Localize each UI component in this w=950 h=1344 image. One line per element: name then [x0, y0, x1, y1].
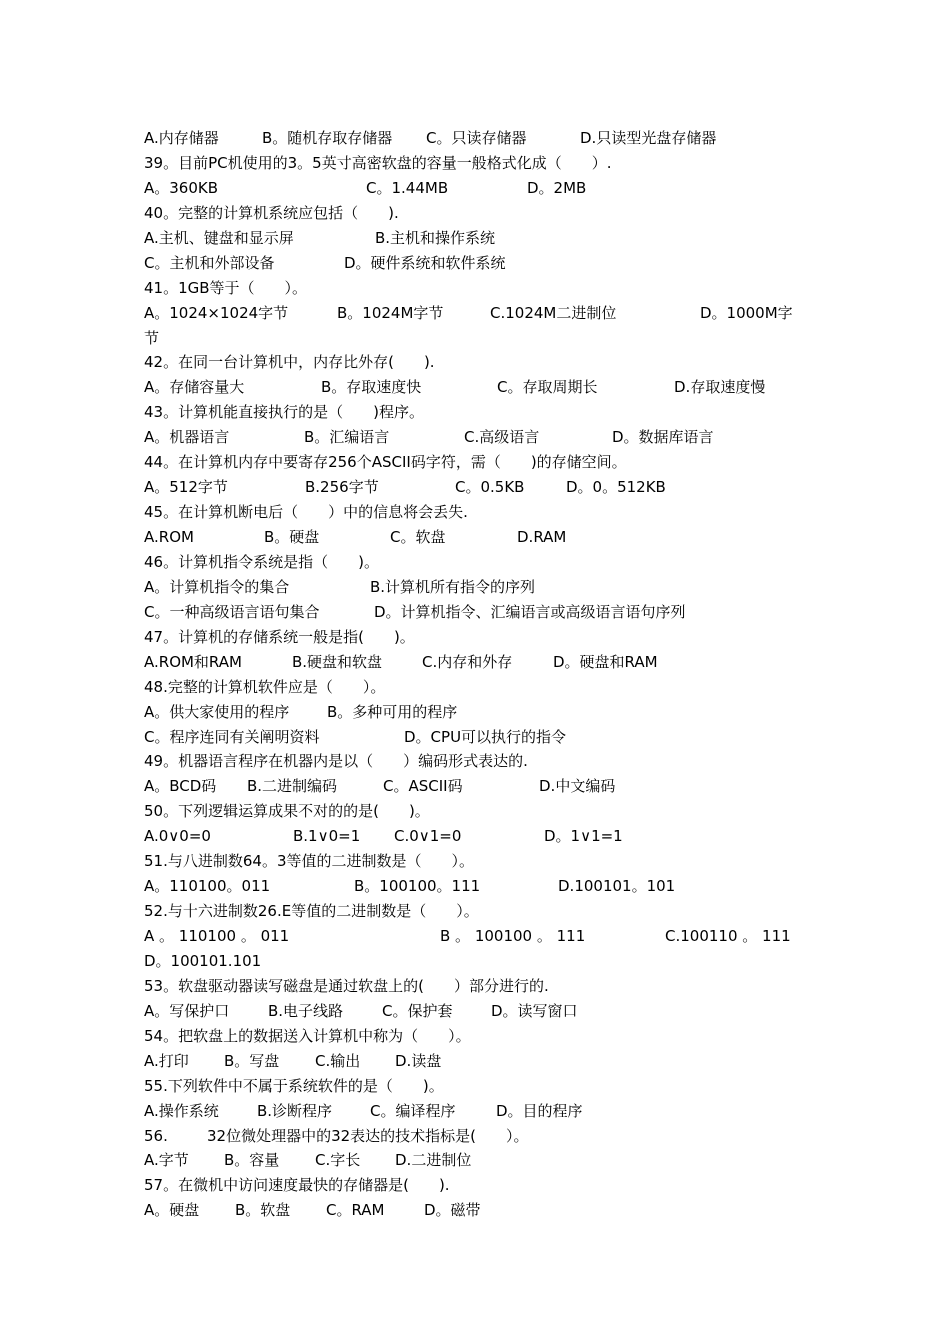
line-segment: D.中文编码	[539, 777, 616, 796]
text-line	[144, 749, 824, 774]
text-line	[144, 1198, 824, 1223]
line-segment: A。1024×1024字节	[144, 303, 289, 322]
line-text: D。100101.101	[144, 951, 262, 970]
text-line	[144, 899, 824, 924]
line-text: 57。在微机中访问速度最快的存储器是( ).	[144, 1176, 450, 1195]
line-segment: A。存储容量大	[144, 378, 245, 397]
line-segment: C。ASCII码	[383, 777, 463, 796]
line-segment: C.100110 。 111	[665, 927, 791, 945]
text-line	[144, 924, 824, 949]
text-line	[144, 1049, 824, 1074]
line-segment: A 。 110100 。 011	[144, 927, 290, 945]
text-line	[144, 550, 824, 575]
line-segment: B.诊断程序	[257, 1101, 333, 1120]
line-segment: A。512字节	[144, 478, 228, 497]
line-segment: B。多种可用的程序	[327, 702, 458, 721]
text-line	[144, 500, 824, 525]
text-line	[144, 201, 824, 226]
line-segment: C。只读存储器	[426, 129, 527, 147]
line-segment: A。BCD码	[144, 777, 217, 796]
line-text: 52.与十六进制数26.E等值的二进制数是（ ）。	[144, 902, 479, 921]
line-segment: D.只读型光盘存储器	[580, 129, 717, 147]
text-line	[144, 625, 824, 650]
text-line	[144, 350, 824, 375]
line-segment: D。读写窗口	[491, 1001, 578, 1020]
line-segment: D.RAM	[517, 528, 567, 546]
text-line	[144, 276, 824, 301]
text-line	[144, 1148, 824, 1173]
line-segment: D.读盘	[395, 1051, 442, 1070]
text-line	[144, 774, 824, 799]
line-segment: B.硬盘和软盘	[292, 652, 383, 671]
line-segment: B。1024M字节	[337, 303, 444, 322]
line-segment: A。供大家使用的程序	[144, 702, 290, 721]
line-text: 49。机器语言程序在机器内是以（ ）编码形式表达的.	[144, 752, 528, 771]
text-line	[144, 1173, 824, 1198]
line-segment: A。写保护口	[144, 1001, 230, 1020]
text-line	[144, 375, 824, 400]
line-segment: A.操作系统	[144, 1101, 219, 1120]
line-segment: A.主机、键盘和显示屏	[144, 228, 294, 247]
line-segment: A.ROM	[144, 528, 194, 546]
line-segment: C。软盘	[390, 528, 446, 546]
line-segment: D.二进制位	[395, 1151, 472, 1170]
line-segment: B。硬盘	[264, 528, 320, 546]
text-line	[144, 400, 824, 425]
text-line	[144, 525, 824, 550]
text-line	[144, 475, 824, 500]
line-segment: C.高级语言	[464, 428, 540, 447]
line-text: 47。计算机的存储系统一般是指( )。	[144, 627, 415, 646]
line-segment: C。一种高级语言语句集合	[144, 602, 320, 621]
line-segment: A.字节	[144, 1151, 189, 1170]
line-segment: A。360KB	[144, 178, 219, 197]
line-segment: B.1∨0=1	[293, 827, 361, 846]
line-segment: D。0。512KB	[566, 478, 666, 497]
line-text: 55.下列软件中不属于系统软件的是（ )。	[144, 1076, 444, 1095]
line-text: 39。目前PC机使用的3。5英寸高密软盘的容量一般格式化成（ ）.	[144, 153, 612, 172]
line-segment: B。100100。111	[354, 877, 481, 896]
text-line	[144, 974, 824, 999]
line-segment: C.1024M二进制位	[490, 303, 617, 322]
line-segment: B 。 100100 。 111	[440, 927, 586, 945]
text-line	[144, 849, 824, 874]
line-segment: D。硬盘和RAM	[553, 652, 658, 671]
question-list	[144, 126, 824, 1223]
text-line	[144, 675, 824, 700]
line-text: 节	[144, 328, 160, 347]
text-line	[144, 799, 824, 824]
text-line	[144, 301, 824, 326]
line-segment: C.内存和外存	[422, 652, 513, 671]
text-line	[144, 1074, 824, 1099]
text-line	[144, 999, 824, 1024]
line-segment: B.256字节	[305, 478, 379, 497]
line-segment: B。汇编语言	[304, 428, 390, 447]
line-text: 40。完整的计算机系统应包括（ ).	[144, 203, 399, 222]
line-text: 53。软盘驱动器读写磁盘是通过软盘上的( ）部分进行的.	[144, 976, 549, 995]
line-segment: C。RAM	[326, 1201, 385, 1220]
line-segment: A.ROM和RAM	[144, 652, 242, 671]
line-segment: A.0∨0=0	[144, 827, 211, 846]
line-segment: D。硬件系统和软件系统	[344, 253, 506, 272]
line-text: 50。下列逻辑运算成果不对的的是( )。	[144, 802, 430, 821]
line-segment: B。随机存取存储器	[262, 129, 393, 147]
line-segment: A。硬盘	[144, 1201, 200, 1220]
line-text: 42。在同一台计算机中，内存比外存( ).	[144, 353, 435, 372]
line-segment: C。0.5KB	[455, 478, 525, 497]
line-segment: D。计算机指令、汇编语言或高级语言语句序列	[374, 602, 686, 621]
line-text: 51.与八进制数64。3等值的二进制数是（ ）。	[144, 852, 474, 871]
line-segment: B。存取速度快	[321, 378, 422, 397]
line-segment: C。1.44MB	[366, 178, 449, 197]
line-text: 46。计算机指令系统是指（ )。	[144, 552, 379, 571]
line-segment: A。机器语言	[144, 428, 230, 447]
text-line	[144, 575, 824, 600]
line-segment: 56.	[144, 1126, 168, 1145]
line-segment: D。1∨1=1	[544, 827, 623, 846]
line-text: 54。把软盘上的数据送入计算机中称为（ ）。	[144, 1026, 471, 1045]
line-segment: B.电子线路	[268, 1001, 344, 1020]
line-segment: A.打印	[144, 1051, 189, 1070]
line-segment: D。1000M字	[700, 303, 793, 322]
text-line	[144, 176, 824, 201]
line-segment: C。主机和外部设备	[144, 253, 275, 272]
line-text: 43。计算机能直接执行的是（ )程序。	[144, 403, 424, 422]
line-segment: C。程序连同有关阐明资料	[144, 727, 320, 746]
text-line	[144, 600, 824, 625]
line-segment: D。CPU可以执行的指令	[404, 727, 567, 746]
text-line	[144, 251, 824, 276]
line-segment: D.存取速度慢	[674, 378, 766, 397]
line-segment: 32位微处理器中的32表达的技术指标是( ）。	[207, 1126, 529, 1145]
text-line	[144, 700, 824, 725]
text-line	[144, 326, 824, 351]
line-segment: B.计算机所有指令的序列	[370, 577, 536, 596]
line-text: 48.完整的计算机软件应是（ ）。	[144, 677, 386, 696]
line-segment: A。计算机指令的集合	[144, 577, 290, 596]
line-segment: B。写盘	[224, 1051, 280, 1070]
line-text: 45。在计算机断电后（ ）中的信息将会丢失.	[144, 503, 468, 522]
line-segment: D.100101。101	[558, 877, 676, 896]
text-line	[144, 1024, 824, 1049]
line-segment: D。目的程序	[496, 1101, 583, 1120]
text-line	[144, 450, 824, 475]
line-segment: C.输出	[315, 1051, 361, 1070]
text-line	[144, 1099, 824, 1124]
line-segment: C。编译程序	[370, 1101, 456, 1120]
line-segment: A。110100。011	[144, 877, 271, 896]
text-line	[144, 151, 824, 176]
text-line	[144, 725, 824, 750]
text-line	[144, 126, 824, 151]
text-line	[144, 1124, 824, 1149]
line-segment: B.二进制编码	[247, 777, 338, 796]
line-text: 41。1GB等于（ ）。	[144, 278, 308, 297]
line-text: 44。在计算机内存中要寄存256个ASCII码字符，需（ )的存储空间。	[144, 453, 627, 472]
text-line	[144, 425, 824, 450]
text-line	[144, 226, 824, 251]
line-segment: C。存取周期长	[497, 378, 598, 397]
line-segment: D。磁带	[424, 1201, 481, 1220]
line-segment: B。软盘	[235, 1201, 291, 1220]
line-segment: D。数据库语言	[612, 428, 714, 447]
line-segment: C。保护套	[382, 1001, 453, 1020]
line-segment: D。2MB	[527, 178, 587, 197]
line-segment: C.0∨1=0	[394, 827, 462, 846]
line-segment: A.内存储器	[144, 129, 219, 147]
text-line	[144, 824, 824, 849]
text-line	[144, 650, 824, 675]
line-segment: C.字长	[315, 1151, 361, 1170]
text-line	[144, 949, 824, 974]
text-line	[144, 874, 824, 899]
line-segment: B。容量	[224, 1151, 280, 1170]
line-segment: B.主机和操作系统	[375, 228, 496, 247]
